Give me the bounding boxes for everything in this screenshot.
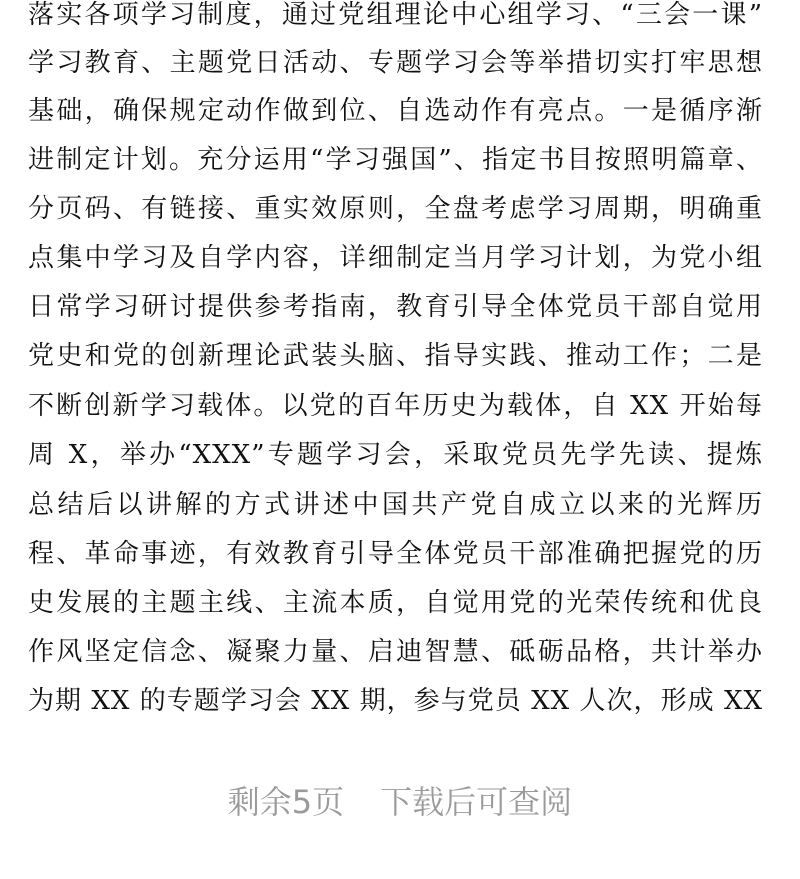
- text-line: 史发展的主题主线、主流本质，自觉用党的光荣传统和优良: [28, 588, 763, 618]
- text-line: 落实各项学习制度，通过党组理论中心组学习、“三会一课”: [28, 0, 763, 30]
- text-line: 程、革命事迹，有效教育引导全体党员干部准确把握党的历: [28, 539, 763, 569]
- text-line: 总结后以讲解的方式讲述中国共产党自成立以来的光辉历: [28, 490, 763, 520]
- preview-footer[interactable]: [0, 775, 800, 830]
- download-hint-label: 下载后可查阅: [380, 783, 573, 821]
- text-line: 点集中学习及自学内容，详细制定当月学习计划，为党小组: [28, 243, 763, 273]
- text-line: 学习教育、主题党日活动、专题学习会等举措切实打牢思想: [28, 48, 763, 78]
- text-line: 分页码、有链接、重实效原则，全盘考虑学习周期，明确重: [28, 194, 763, 224]
- text-line: 为期 XX 的专题学习会 XX 期，参与党员 XX 人次，形成 XX: [28, 686, 763, 716]
- text-line: 进制定计划。充分运用“学习强国”、指定书目按照明篇章、: [28, 145, 763, 175]
- text-line: 不断创新学习载体。以党的百年历史为载体，自 XX 开始每: [28, 391, 763, 421]
- text-line: 周 X，举办“XXX”专题学习会，采取党员先学先读、提炼: [28, 440, 763, 470]
- text-line: 作风坚定信念、凝聚力量、启迪智慧、砥砺品格，共计举办: [28, 637, 763, 667]
- text-line: 党史和党的创新理论武装头脑、指导实践、推动工作；二是: [28, 341, 763, 371]
- text-line: 日常学习研讨提供参考指南，教育引导全体党员干部自觉用: [28, 292, 763, 322]
- text-line: 基础，确保规定动作做到位、自选动作有亮点。一是循序渐: [28, 96, 763, 126]
- remaining-pages-label: 剩余5页: [227, 783, 345, 821]
